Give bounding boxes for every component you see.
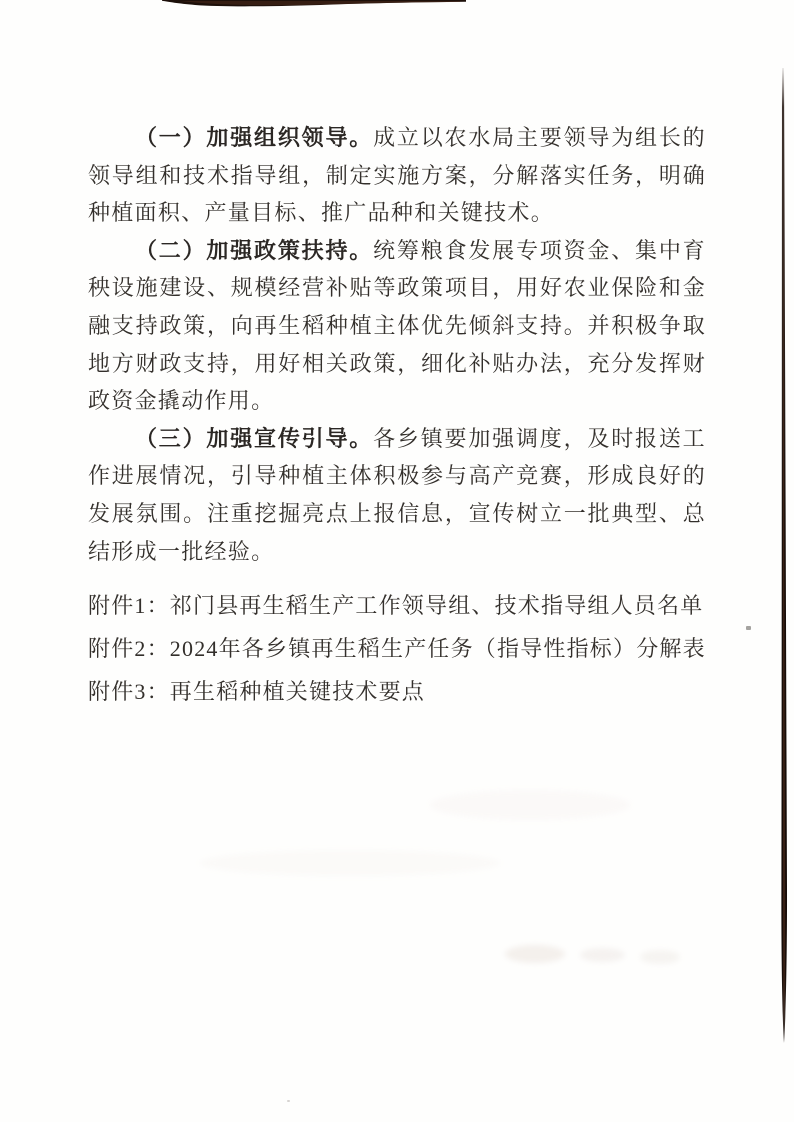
attachment-item-1: 附件1：祁门县再生稻生产工作领导组、技术指导组人员名单 bbox=[88, 593, 704, 619]
attachment-item-3: 附件3：再生稻种植关键技术要点 bbox=[88, 679, 426, 705]
paragraph-strengthen-policy-support bbox=[88, 232, 706, 420]
paragraph-strengthen-publicity bbox=[88, 420, 706, 570]
scan-artifact-right-edge bbox=[776, 68, 790, 1048]
scan-speck bbox=[287, 1100, 290, 1102]
paragraph-text: 统筹粮食发展专项资金、集中育秧设施建设、规模经营补贴等政策项目，用好农业保险和金融支持政策，向再生稻种植主体优先倾斜支持。并积极争取地方财政支持，用好相关政策，细化补贴办法，充分发挥财政资金撬动作用。 bbox=[88, 237, 706, 414]
paragraph-strengthen-organization bbox=[88, 119, 706, 232]
document-body bbox=[88, 119, 706, 713]
paragraph-text: 成立以农水局主要领导为组长的领导组和技术指导组，制定实施方案，分解落实任务，明确种植面积、产量目标、推广品种和关键技术。 bbox=[88, 125, 706, 226]
scan-smudge bbox=[200, 850, 500, 876]
scan-artifact-top-edge bbox=[0, 0, 794, 10]
attachment-item-2: 附件2：2024年各乡镇再生稻生产任务（指导性指标）分解表 bbox=[88, 636, 706, 662]
scan-speck bbox=[746, 626, 751, 630]
scan-smudge bbox=[505, 945, 565, 963]
paragraph-text: 各乡镇要加强调度，及时报送工作进展情况，引导种植主体积极参与高产竞赛，形成良好的发展氛围。注重挖掘亮点上报信息，宣传树立一批典型、总结形成一批经验。 bbox=[88, 425, 706, 564]
paragraph-heading: （一）加强组织领导。 bbox=[135, 125, 374, 150]
scan-smudge bbox=[430, 790, 630, 820]
paragraph-heading: （二）加强政策扶持。 bbox=[135, 237, 374, 263]
paragraph-heading: （三）加强宣传引导。 bbox=[135, 425, 374, 451]
scan-smudge bbox=[640, 950, 680, 964]
attachments-list bbox=[88, 584, 706, 713]
scan-smudge bbox=[580, 948, 625, 962]
